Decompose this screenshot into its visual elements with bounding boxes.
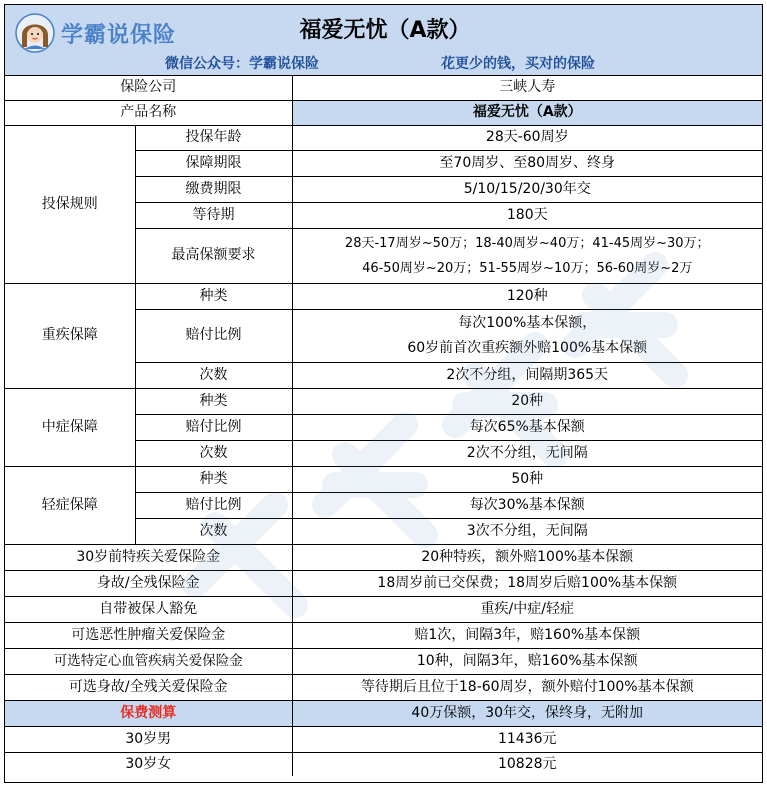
row-value: 重疾/中症/轻症 xyxy=(292,596,762,622)
row-label: 缴费期限 xyxy=(135,176,292,202)
row-value: 10种，间隔3年，赔160%基本保额 xyxy=(292,648,762,674)
row-value: 50种 xyxy=(292,466,762,492)
table-row xyxy=(5,125,762,150)
row-label: 次数 xyxy=(135,362,292,388)
row-label: 身故/全残保险金 xyxy=(5,570,292,596)
row-value-line: 46-50周岁~20万；51-55周岁~10万；56-60周岁~2万 xyxy=(362,260,693,276)
row-value: 至70周岁、至80周岁、终身 xyxy=(292,150,762,176)
table-row xyxy=(5,544,762,570)
table-row xyxy=(5,596,762,622)
row-value xyxy=(292,309,762,362)
product-table xyxy=(5,75,762,776)
group-label: 重疾保障 xyxy=(5,283,135,388)
row-label: 30岁男 xyxy=(5,726,292,752)
avatar-logo-icon xyxy=(15,13,55,53)
row-value-line: 每次100%基本保额， xyxy=(458,314,597,331)
table-row xyxy=(5,752,762,776)
row-label: 赔付比例 xyxy=(135,492,292,518)
row-value: 福爱无忧（A款） xyxy=(292,100,762,125)
table-row xyxy=(5,283,762,309)
row-label: 可选恶性肿瘤关爱保险金 xyxy=(5,622,292,648)
row-label: 自带被保人豁免 xyxy=(5,596,292,622)
table-row xyxy=(5,622,762,648)
row-value-line: 60岁前首次重疾额外赔100%基本保额 xyxy=(407,339,648,356)
row-label: 保障期限 xyxy=(135,150,292,176)
table-row xyxy=(5,700,762,726)
row-label: 投保年龄 xyxy=(135,125,292,150)
row-label: 30岁女 xyxy=(5,752,292,776)
insurance-sheet xyxy=(4,4,763,783)
group-label: 中症保障 xyxy=(5,388,135,466)
row-value: 120种 xyxy=(292,283,762,309)
row-value: 2次不分组，无间隔 xyxy=(292,440,762,466)
brand-name: 学霸说保险 xyxy=(61,23,177,48)
row-value: 5/10/15/20/30年交 xyxy=(292,176,762,202)
row-label: 最高保额要求 xyxy=(135,228,292,283)
row-value: 3次不分组，无间隔 xyxy=(292,518,762,544)
row-value: 每次65%基本保额 xyxy=(292,414,762,440)
row-label: 产品名称 xyxy=(5,100,292,125)
row-value xyxy=(292,228,762,283)
row-value: 赔1次，间隔3年，赔160%基本保额 xyxy=(292,622,762,648)
table-row xyxy=(5,466,762,492)
group-label: 轻症保障 xyxy=(5,466,135,544)
row-label: 种类 xyxy=(135,283,292,309)
row-label: 次数 xyxy=(135,518,292,544)
row-value: 等待期后且位于18-60周岁，额外赔付100%基本保额 xyxy=(292,674,762,700)
wechat-account: 微信公众号：学霸说保险 xyxy=(165,56,319,72)
row-value-line: 28天-17周岁~50万；18-40周岁~40万；41-45周岁~30万； xyxy=(344,235,710,251)
row-label: 种类 xyxy=(135,466,292,492)
premium-label: 保费测算 xyxy=(5,700,292,726)
row-value: 11436元 xyxy=(292,726,762,752)
row-label: 等待期 xyxy=(135,202,292,228)
row-label: 保险公司 xyxy=(5,75,292,100)
row-value: 18周岁前已交保费；18周岁后赔100%基本保额 xyxy=(292,570,762,596)
row-value: 20种特疾，额外赔100%基本保额 xyxy=(292,544,762,570)
row-value: 三峡人寿 xyxy=(292,75,762,100)
row-label: 赔付比例 xyxy=(135,414,292,440)
table-row xyxy=(5,388,762,414)
table-row xyxy=(5,674,762,700)
table-row xyxy=(5,570,762,596)
slogan: 花更少的钱，买对的保险 xyxy=(441,56,595,72)
table-row xyxy=(5,648,762,674)
row-label: 次数 xyxy=(135,440,292,466)
table-row xyxy=(5,75,762,100)
row-label: 种类 xyxy=(135,388,292,414)
row-value: 每次30%基本保额 xyxy=(292,492,762,518)
row-value: 10828元 xyxy=(292,752,762,776)
row-label: 可选身故/全残关爱保险金 xyxy=(5,674,292,700)
row-label: 赔付比例 xyxy=(135,309,292,362)
header-bar xyxy=(5,5,762,76)
row-label: 可选特定心血管疾病关爱保险金 xyxy=(5,648,292,674)
table-row xyxy=(5,100,762,125)
row-label: 30岁前特疾关爱保险金 xyxy=(5,544,292,570)
row-value: 28天-60周岁 xyxy=(292,125,762,150)
group-label: 投保规则 xyxy=(5,125,135,283)
row-value: 2次不分组，间隔期365天 xyxy=(292,362,762,388)
row-value: 20种 xyxy=(292,388,762,414)
premium-value: 40万保额，30年交，保终身，无附加 xyxy=(292,700,762,726)
row-value: 180天 xyxy=(292,202,762,228)
table-row xyxy=(5,726,762,752)
page-title: 福爱无忧（A款） xyxy=(299,18,471,43)
